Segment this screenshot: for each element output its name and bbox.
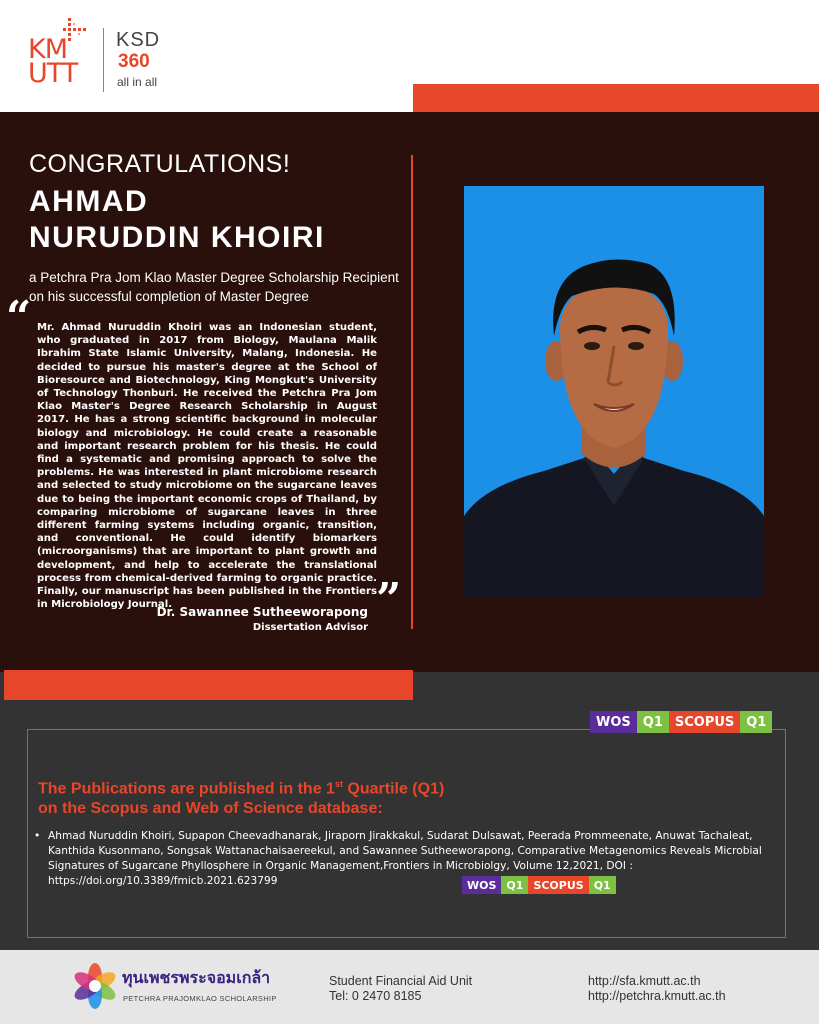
- scholarship-name-en: PETCHRA PRAJOMKLAO SCHOLARSHIP: [123, 994, 277, 1003]
- publications-heading-sup: st: [334, 779, 343, 789]
- sfa-link[interactable]: http://sfa.kmutt.ac.th: [588, 974, 701, 988]
- ksd-logo-text: KSD: [116, 29, 161, 51]
- publications-heading: [38, 774, 598, 819]
- open-quote-icon: “: [6, 292, 32, 343]
- citation-badges: [462, 876, 616, 894]
- bottom-accent-bar: [4, 670, 413, 700]
- recipient-subtitle: a Petchra Pra Jom Klao Master Degree Scholarship Recipient on his successful completion of Master Degree: [29, 270, 399, 304]
- petchra-flower-logo-icon: [72, 963, 118, 1009]
- scholarship-name-thai: ทุนเพชรพระจอมเกล้า: [122, 970, 271, 987]
- close-quote-icon: ”: [376, 574, 402, 625]
- q1-badge: Q1: [740, 711, 772, 733]
- publications-heading-pre: The Publications are published in the 1: [38, 780, 335, 798]
- kmutt-logo-top: KM: [28, 34, 68, 65]
- publications-heading-post: Quartile (Q1): [342, 780, 445, 798]
- recipient-name: [29, 184, 409, 256]
- unit-name: Student Financial Aid Unit: [329, 974, 473, 988]
- scopus-badge: SCOPUS: [669, 711, 740, 733]
- petchra-link[interactable]: http://petchra.kmutt.ac.th: [588, 989, 726, 1003]
- ksd-logo-tagline: all in all: [117, 75, 158, 89]
- top-accent-bar: [413, 84, 819, 112]
- advisor-role: Dissertation Advisor: [252, 622, 368, 633]
- portrait-illustration: [464, 186, 764, 597]
- publications-heading-line2: on the Scopus and Web of Science database:: [38, 800, 383, 818]
- q1-badge: Q1: [501, 876, 528, 894]
- panel-divider: [411, 155, 413, 629]
- q1-badge: Q1: [637, 711, 669, 733]
- q1-badge: Q1: [589, 876, 616, 894]
- recipient-photo: [464, 186, 764, 597]
- kmutt-logo-bottom: UTT: [28, 58, 78, 89]
- unit-contact: [329, 974, 472, 1004]
- wos-badge: WOS: [590, 711, 637, 733]
- advisor-quote: Mr. Ahmad Nuruddin Khoiri was an Indonesian student, who graduated in 2017 from Biology, Maulana Malik Ibrahim State Islamic University, Malang, Indonesia. He decided to pursue his master's degree at the School of Bioresource and Biotechnology, King Mongkut's University of Technology Thonburi. He received the Petchra Pra Jom Klao Master's Degree Research Scholarship in August 2017. He has a strong scientific background in molecular biology and microbiology. He could create a reasonable and important research problem for his thesis. He could find a systematic and promising approach to solve the problems. He was interested in plant microbiome research and selected to study microbiome on the sugarcane leaves due to being the important economic crops of Thailand, by comparing microbiome of sugarcane leaves in three different farming systems including organic, transition, and conventional. He could identify biomarkers (microorganisms) that are important to plant growth and development, and help to accelerate the translational process from chemical-derived farming to organic practice. Finally, our manuscript has been published in the Frontiers in Microbiology Journal.: [37, 322, 377, 611]
- logo-divider: [103, 28, 104, 92]
- footer-links: [588, 974, 726, 1004]
- ksd360-logo: [116, 30, 186, 92]
- list-item: • Ahmad Nuruddin Khoiri, Supapon Cheevadhanarak, Jiraporn Jirakkakul, Sudarat Dulsawat, Peerada Prommeenate, Anuwat Tachaleat, Kanthida Kusonmano, Songsak Wattanachaisaereekul, and Sawannee Sutheeworapong, Comparative Metagenomics Reveals Microbial Signatures of Sugarcane Phyllosphere in Organic Management,Frontiers in Microbiolgy, Volume 12,2021, DOI : https://doi.org/10.3389/fmicb.2021.623799: [34, 829, 784, 889]
- index-badges: [590, 711, 772, 733]
- recipient-name-line2: NURUDDIN KHOIRI: [29, 221, 325, 254]
- recipient-name-line1: AHMAD: [29, 185, 149, 218]
- unit-tel: Tel: 0 2470 8185: [329, 989, 422, 1003]
- congrats-heading: CONGRATULATIONS!: [29, 150, 291, 178]
- ksd-logo-number: 360: [118, 51, 150, 72]
- publications-list: [34, 829, 784, 889]
- scopus-badge: SCOPUS: [528, 876, 588, 894]
- wos-badge: WOS: [462, 876, 501, 894]
- advisor-name: Dr. Sawannee Sutheeworapong: [156, 605, 368, 619]
- kmutt-logo: [28, 18, 92, 88]
